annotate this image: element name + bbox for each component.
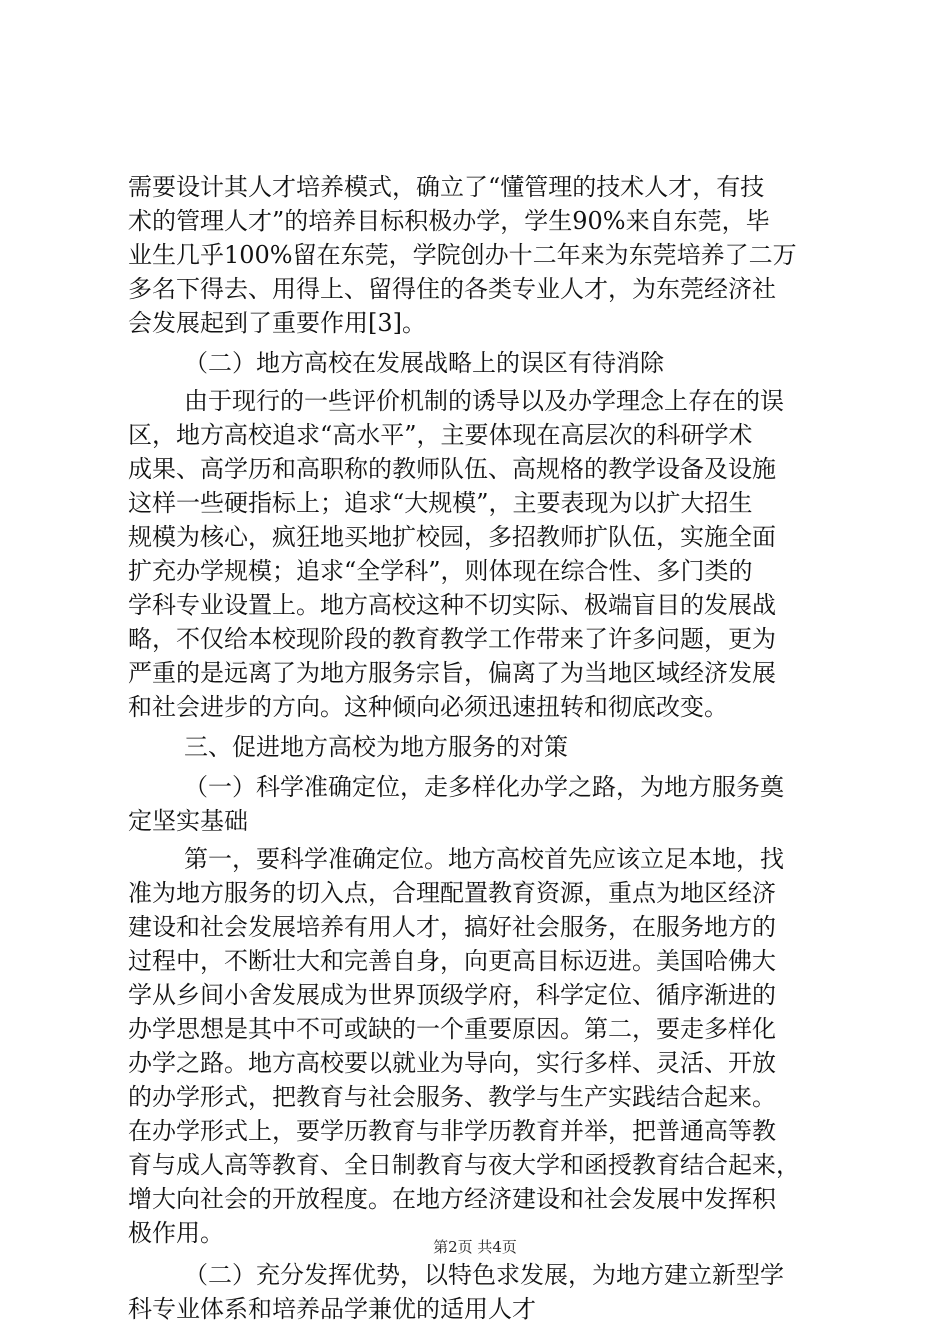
- text-line: 极作用。: [128, 1219, 224, 1247]
- text-line: 学科专业设置上。地方高校这种不切实际、极端盲目的发展战: [128, 591, 776, 619]
- text-line: 在办学形式上，要学历教育与非学历教育并举，把普通高等教: [128, 1117, 776, 1145]
- text-line: 学从乡间小舍发展成为世界顶级学府，科学定位、循序渐进的: [128, 981, 776, 1009]
- document-body: [128, 170, 828, 1326]
- text-line: （二）地方高校在发展战略上的误区有待消除: [184, 349, 664, 377]
- text-line: 办学之路。地方高校要以就业为导向，实行多样、灵活、开放: [128, 1049, 776, 1077]
- text-line: 定坚实基础: [128, 807, 248, 835]
- text-line: 成果、高学历和高职称的教师队伍、高规格的教学设备及设施: [128, 455, 776, 483]
- text-line: 办学思想是其中不可或缺的一个重要原因。第二，要走多样化: [128, 1015, 776, 1043]
- text-line: 区，地方高校追求“高水平”，主要体现在高层次的科研学术: [128, 421, 753, 449]
- text-line: （一）科学准确定位，走多样化办学之路，为地方服务奠: [184, 773, 784, 801]
- text-line: 过程中，不断壮大和完善自身，向更高目标迈进。美国哈佛大: [128, 947, 776, 975]
- text-line: 由于现行的一些评价机制的诱导以及办学理念上存在的误: [184, 387, 784, 415]
- text-line: 第一，要科学准确定位。地方高校首先应该立足本地，找: [184, 845, 784, 873]
- text-line: 育与成人高等教育、全日制教育与夜大学和函授教育结合起来，: [128, 1151, 800, 1179]
- text-line: 会发展起到了重要作用[3]。: [128, 309, 426, 337]
- text-line: 业生几乎100%留在东莞，学院创办十二年来为东莞培养了二万: [128, 241, 797, 269]
- text-line: 科专业体系和培养品学兼优的适用人才: [128, 1295, 536, 1323]
- text-line: 建设和社会发展培养有用人才，搞好社会服务，在服务地方的: [128, 913, 776, 941]
- text-line: 略，不仅给本校现阶段的教育教学工作带来了许多问题，更为: [128, 625, 776, 653]
- text-line: 需要设计其人才培养模式，确立了“懂管理的技术人才，有技: [128, 173, 765, 201]
- text-line: 多名下得去、用得上、留得住的各类专业人才，为东莞经济社: [128, 275, 776, 303]
- page-footer: 第2页 共4页: [433, 1238, 517, 1256]
- text-line: 的办学形式，把教育与社会服务、教学与生产实践结合起来。: [128, 1083, 776, 1111]
- text-line: 术的管理人才”的培养目标积极办学，学生90%来自东莞，毕: [128, 207, 770, 235]
- text-line: 严重的是远离了为地方服务宗旨，偏离了为当地区域经济发展: [128, 659, 776, 687]
- text-line: 增大向社会的开放程度。在地方经济建设和社会发展中发挥积: [128, 1185, 776, 1213]
- text-line: 这样一些硬指标上；追求“大规模”，主要表现为以扩大招生: [128, 489, 753, 517]
- text-line: 扩充办学规模；追求“全学科”，则体现在综合性、多门类的: [128, 557, 753, 585]
- text-line: 准为地方服务的切入点，合理配置教育资源，重点为地区经济: [128, 879, 776, 907]
- text-line: 规模为核心，疯狂地买地扩校园，多招教师扩队伍，实施全面: [128, 523, 776, 551]
- text-line: 三、促进地方高校为地方服务的对策: [184, 733, 568, 761]
- text-line: 和社会进步的方向。这种倾向必须迅速扭转和彻底改变。: [128, 693, 728, 721]
- text-line: （二）充分发挥优势，以特色求发展，为地方建立新型学: [184, 1261, 784, 1289]
